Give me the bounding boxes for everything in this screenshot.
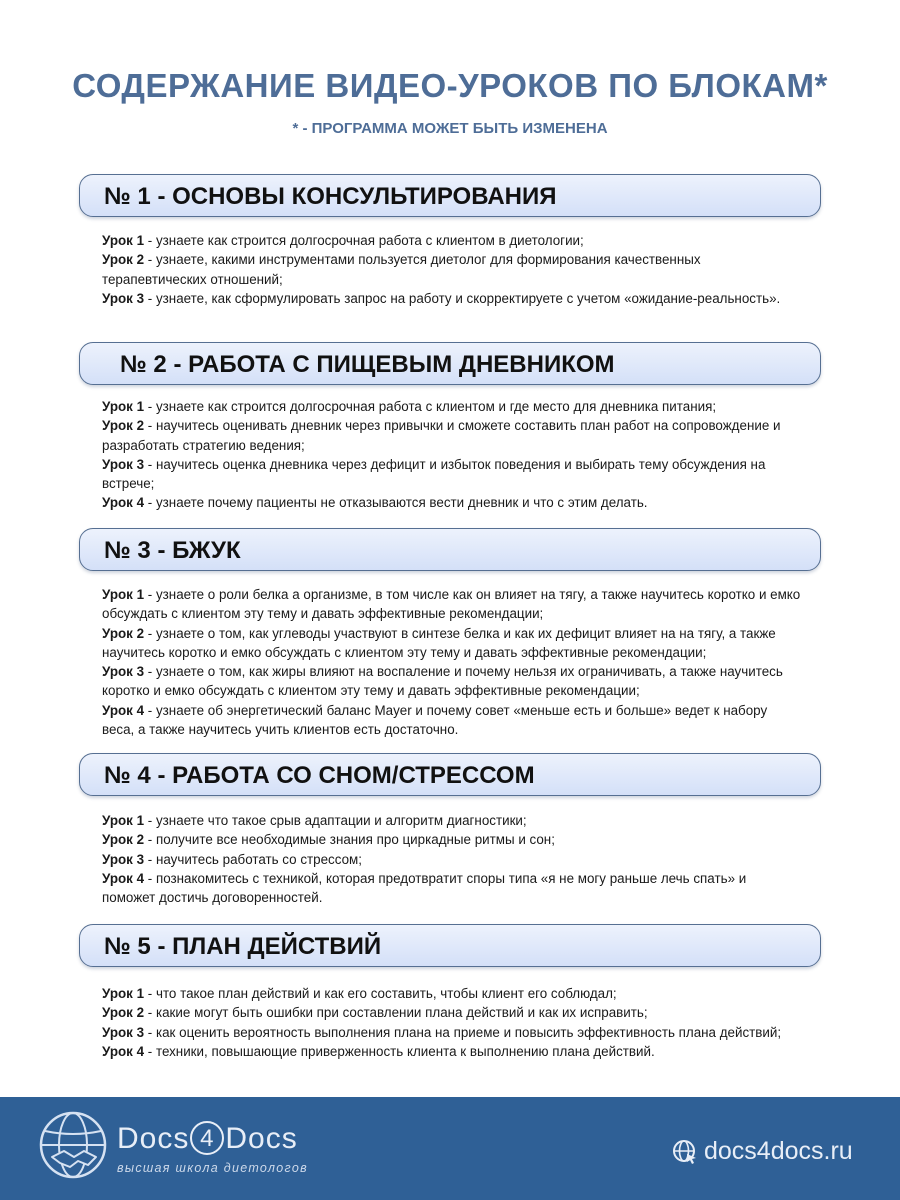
block-header-1 [79, 174, 821, 217]
lesson-item: Урок 1 - узнаете как строится долгосрочная работа с клиентом в диетологии; [102, 233, 584, 248]
block-heading: № 5 - ПЛАН ДЕЙСТВИЙ [104, 933, 382, 960]
block-header-5 [79, 924, 821, 967]
block-heading: № 1 - ОСНОВЫ КОНСУЛЬТИРОВАНИЯ [104, 183, 557, 210]
block-heading: № 2 - РАБОТА С ПИЩЕВЫМ ДНЕВНИКОМ [120, 351, 615, 378]
lesson-item: Урок 4 - техники, повышающие приверженность клиента к выполнению плана действий. [102, 1043, 655, 1059]
lesson-list-5 [102, 984, 802, 1061]
page-subtitle: * - ПРОГРАММА МОЖЕТ БЫТЬ ИЗМЕНЕНА [292, 120, 608, 137]
lesson-item: Урок 3 - научитесь оценка дневника через дефицит и избыток поведения и выбирать тему обсуждения на встрече; [102, 456, 766, 492]
lesson-item: Урок 1 - узнаете что такое срыв адаптации и алгоритм диагностики; [102, 813, 527, 828]
lesson-item: Урок 4 - познакомитесь с техникой, которая предотвратит споры типа «я не могу раньше лечь спать» и поможет достичь договоренностей. [102, 870, 747, 906]
block-header-3 [79, 528, 821, 571]
lesson-item: Урок 2 - получите все необходимые знания про циркадные ритмы и сон; [102, 832, 555, 848]
lesson-list-3 [102, 585, 802, 739]
footer-banner [0, 1097, 900, 1200]
block-heading: № 3 - БЖУК [104, 537, 241, 564]
lesson-item: Урок 1 - что такое план действий и как его составить, чтобы клиент его соблюдал; [102, 986, 617, 1001]
lesson-item: Урок 2 - узнаете, какими инструментами пользуется диетолог для формирования качественных терапевтических отношений; [102, 252, 701, 287]
lesson-item: Урок 4 - узнаете об энергетический баланс Mayer и почему совет «меньше есть и больше» ведет к набору веса, а также научитесь учить клиентов есть достаточно. [102, 702, 768, 738]
lesson-item: Урок 1 - узнаете о роли белка а организме, в том числе как он влияет на тягу, а также научитесь коротко и емко обсуждать с клиентом эту тему и давать эффективные рекомендации; [102, 587, 801, 622]
lesson-list-4 [102, 811, 802, 907]
lesson-list-1 [102, 231, 802, 308]
lesson-item: Урок 3 - научитесь работать со стрессом; [102, 851, 362, 867]
lesson-item: Урок 2 - научитесь оценивать дневник через привычки и сможете составить план работ на сопровождение и разработать стратегию ведения; [102, 418, 781, 453]
website-link[interactable] [672, 1137, 853, 1166]
block-header-2 [79, 342, 821, 385]
lesson-item: Урок 3 - узнаете, как сформулировать запрос на работу и скорректируете с учетом «ожидание-реальность». [102, 290, 781, 306]
page-title: СОДЕРЖАНИЕ ВИДЕО-УРОКОВ ПО БЛОКАМ* [72, 67, 828, 104]
website-url[interactable]: docs4docs.ru [704, 1137, 853, 1165]
block-heading: № 4 - РАБОТА СО СНОМ/СТРЕССОМ [104, 762, 535, 789]
brand-name: Docs 4 Docs [117, 1122, 298, 1155]
lesson-item: Урок 2 - какие могут быть ошибки при составлении плана действий и как их исправить; [102, 1005, 648, 1021]
lesson-item: Урок 3 - как оценить вероятность выполнения плана на приеме и повысить эффективность плана действий; [102, 1024, 782, 1040]
globe-icon [672, 1139, 698, 1165]
brand-tagline: высшая школа диетологов [117, 1161, 308, 1175]
lesson-item: Урок 2 - узнаете о том, как углеводы участвуют в синтезе белка и как их дефицит влияет на на тягу, а также научитесь коротко и емко обсуждать с клиентом эту тему и давать эффективные рекомендации; [102, 625, 776, 660]
globe-handshake-icon [36, 1107, 110, 1187]
block-header-4 [79, 753, 821, 796]
lesson-item: Урок 4 - узнаете почему пациенты не отказываются вести дневник и что с этим делать. [102, 495, 648, 511]
lesson-list-2 [102, 397, 802, 513]
lesson-item: Урок 3 - узнаете о том, как жиры влияют на воспаление и почему нельзя их ограничивать, а также научитесь коротко и емко обсуждать с клиентом эту тему и давать эффективные рекомендации; [102, 664, 783, 699]
lesson-item: Урок 1 - узнаете как строится долгосрочная работа с клиентом и где место для дневника питания; [102, 399, 717, 414]
